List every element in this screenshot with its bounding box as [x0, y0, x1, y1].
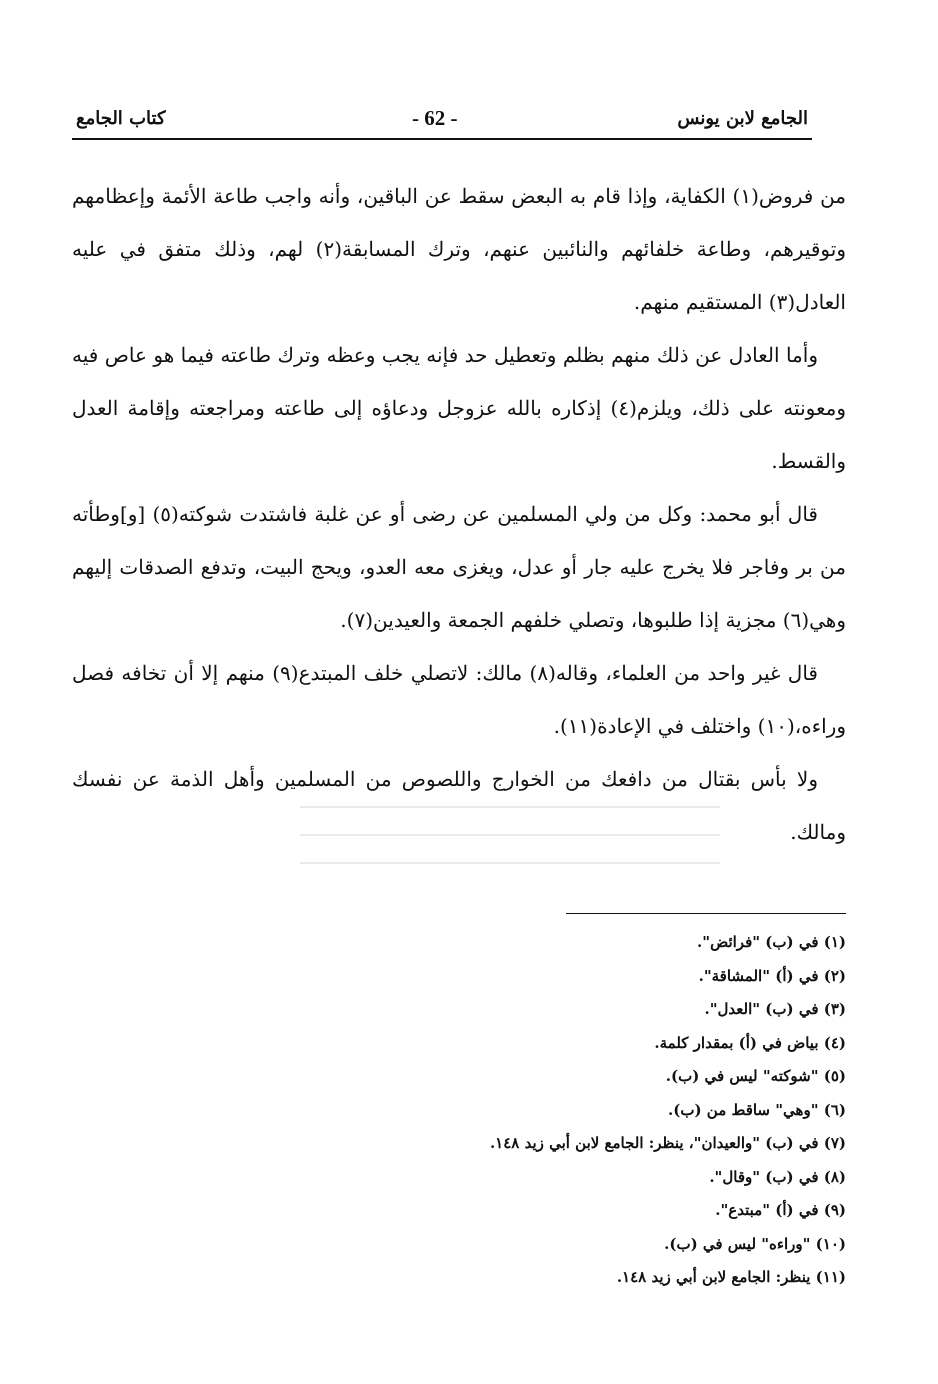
footnote-separator — [566, 913, 846, 914]
running-title-right: الجامع لابن يونس — [677, 108, 808, 129]
paragraph: قال أبو محمد: وكل من ولي المسلمين عن رضى أو عن غلبة فاشتدت شوكته(٥) [و]وطأته من بر وفاجر فلا يخرج عليه جار أو عدل، ويغزى معه العدو، ويحج البيت، وتدفع الصدقات إليهم وهي(٦) مجزية إذا طلبوها، وتصلي خلفهم الجمعة والعيدين(٧). — [72, 502, 846, 632]
paragraph: ولا بأس بقتال من دافعك من الخوارج واللصوص من المسلمين وأهل الذمة عن نفسك ومالك. — [72, 767, 846, 844]
paragraph: قال غير واحد من العلماء، وقاله(٨) مالك: لاتصلي خلف المبتدع(٩) منهم إلا أن تخافه فصل وراءه،(١٠) واختلف في الإعادة(١١). — [72, 661, 846, 738]
show-through-bleed — [300, 780, 720, 900]
page-number: - 62 - — [412, 106, 458, 130]
footnote: (٩) في (أ) "مبتدع". — [715, 1201, 846, 1219]
footnote: (٨) في (ب) "وقال". — [709, 1167, 846, 1186]
footnote: (١) في (ب) "فرائض". — [697, 933, 846, 951]
footnote: (١١) ينظر: الجامع لابن أبي زيد ١٤٨. — [616, 1268, 846, 1286]
footnote: (١٠) "وراءه" ليس في (ب). — [664, 1234, 846, 1253]
footnote: (٥) "شوكته" ليس في (ب). — [665, 1067, 846, 1085]
footnote: (٣) في (ب) "العدل". — [704, 1000, 846, 1018]
footnote: (٢) في (أ) "المشاقة". — [698, 966, 846, 985]
footnote: (٦) "وهي" ساقط من (ب). — [668, 1100, 846, 1119]
running-title-left: كتاب الجامع — [76, 108, 166, 129]
page-header — [72, 104, 812, 140]
paragraph: وأما العادل عن ذلك منهم بظلم وتعطيل حد فإنه يجب وعظه وترك طاعته فيما هو عاص فيه ومعونته على ذلك، ويلزم(٤) إذكاره بالله عزوجل ودعاؤه إلى طاعته ومراجعته وإقامة العدل والقسط. — [72, 343, 846, 473]
footnote: (٧) في (ب) "والعيدان"، ينظر: الجامع لابن أبي زيد ١٤٨. — [489, 1134, 846, 1152]
main-text — [72, 170, 846, 859]
footnotes — [300, 926, 846, 1295]
footnote: (٤) بياض في (أ) بمقدار كلمة. — [654, 1033, 846, 1052]
paragraph: من فروض(١) الكفاية، وإذا قام به البعض سقط عن الباقين، وأنه واجب طاعة الأئمة وإعظامهم وتوقيرهم، وطاعة خلفائهم والنائبين عنهم، وترك المسابقة(٢) لهم، وذلك متفق في عليه العادل(٣) المستقيم منهم. — [72, 184, 847, 314]
